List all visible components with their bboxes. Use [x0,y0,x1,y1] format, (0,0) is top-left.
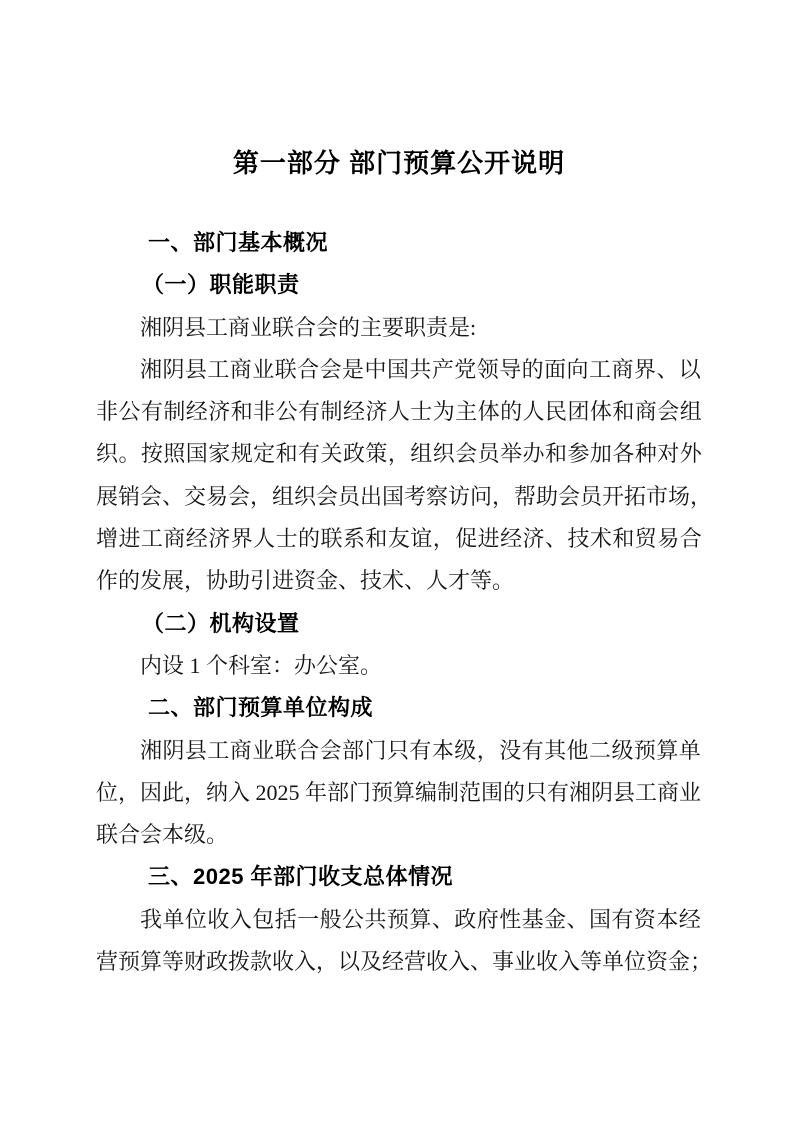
paragraph-line: 增进工商经济界人士的联系和友谊，促进经济、技术和贸易合 [96,526,703,552]
paragraph-line: 湘阴县工商业联合会是中国共产党领导的面向工商界、以 [140,356,702,382]
paragraph-line: 展销会、交易会，组织会员出国考察访问，帮助会员开拓市场， [96,483,713,509]
document-title: 第一部分 部门预算公开说明 [232,148,566,178]
paragraph-line: 湘阴县工商业联合会的主要职责是: [140,314,477,340]
paragraph-line: 内设 1 个科室：办公室。 [140,652,383,678]
paragraph-line: 营预算等财政拨款收入，以及经营收入、事业收入等单位资金； [96,949,713,975]
paragraph-line: 联合会本级。 [96,822,229,848]
paragraph-line: 织。按照国家规定和有关政策，组织会员举办和参加各种对外 [96,441,703,467]
paragraph-line: 作的发展，协助引进资金、技术、人才等。 [96,568,515,594]
paragraph-line: 湘阴县工商业联合会部门只有本级，没有其他二级预算单 [140,737,702,763]
section-heading-3: 三、2025 年部门收支总体情况 [148,864,454,890]
subsection-heading-1-1: （一）职能职责 [142,272,300,298]
paragraph-line: 位，因此，纳入 2025 年部门预算编制范围的只有湘阴县工商业 [96,779,702,805]
section-heading-2: 二、部门预算单位构成 [148,695,374,721]
subsection-heading-1-2: （二）机构设置 [142,610,300,636]
paragraph-line: 非公有制经济和非公有制经济人士为主体的人民团体和商会组 [96,399,703,425]
paragraph-line: 我单位收入包括一般公共预算、政府性基金、国有资本经 [140,906,702,932]
section-heading-1: 一、部门基本概况 [148,230,329,255]
